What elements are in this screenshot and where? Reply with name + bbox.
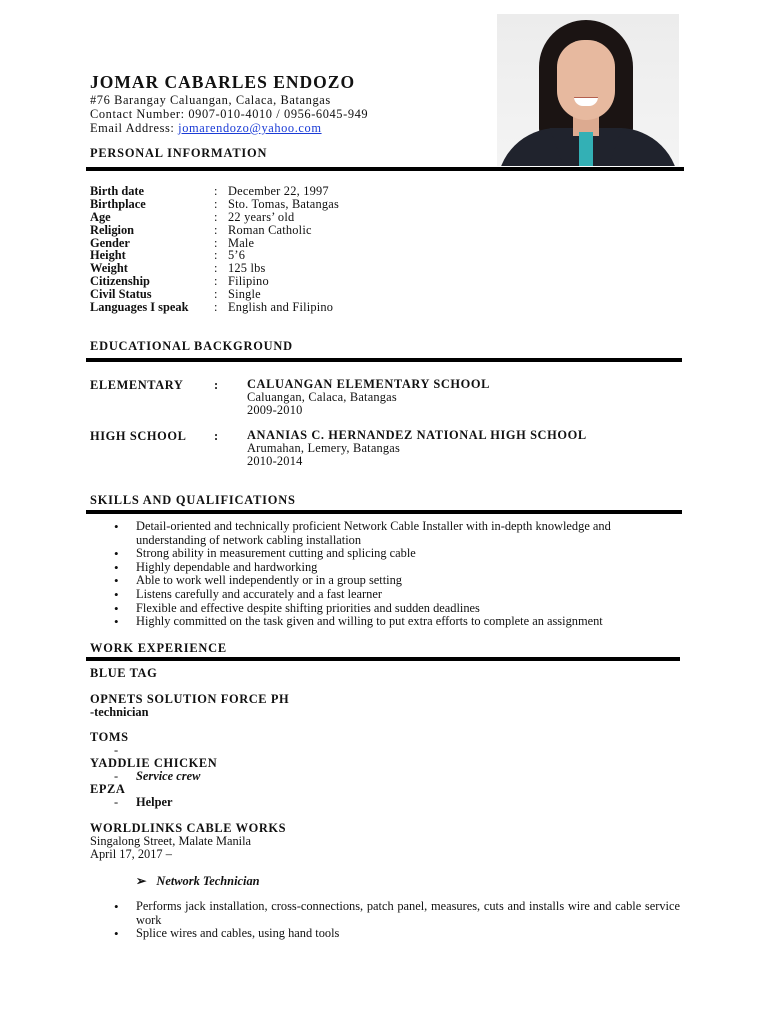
skills-list [90,520,680,629]
list-item: • Splice wires and cables, using hand tools [90,927,680,941]
dash-marker: - [114,769,119,783]
dash-marker: - [114,795,119,809]
work-employer-toms: TOMS [90,730,129,744]
info-row-weight: Weight : 125 lbs [90,261,266,276]
section-title-personal: PERSONAL INFORMATION [90,146,268,160]
list-item: • Detail-oriented and technically proficient Network Cable Installer with in-depth knowledge and understanding of network cabling installation [90,520,680,547]
section-title-work: WORK EXPERIENCE [90,641,227,655]
edu-school-name: ANANIAS C. HERNANDEZ NATIONAL HIGH SCHOOL [247,428,587,442]
work-address-worldlinks: Singalong Street, Malate Manila [90,834,252,848]
duties-list [90,900,680,941]
contact-line: Contact Number: 0907-010-4010 / 0956-6045-949 [90,107,369,121]
work-employer-yaddlie: YADDLIE CHICKEN [90,756,218,770]
info-row-languages: Languages I speak : English and Filipino [90,300,334,315]
info-row-height: Height : 5’6 [90,248,246,263]
edu-school-name: CALUANGAN ELEMENTARY SCHOOL [247,377,490,391]
work-role-label: Network Technician [156,874,260,888]
edu-entry-high-school [247,429,587,467]
info-row-birthplace: Birthplace : Sto. Tomas, Batangas [90,196,339,211]
applicant-photo [497,14,679,166]
edu-school-location: Arumahan, Lemery, Batangas [247,440,401,455]
work-employer-blue-tag: BLUE TAG [90,666,158,680]
list-item: • Flexible and effective despite shifting priorities and sudden deadlines [90,602,680,616]
section-title-skills: SKILLS AND QUALIFICATIONS [90,493,296,507]
info-row-civil-status: Civil Status : Single [90,287,261,302]
work-role-toms: - [114,743,119,757]
section-rule-education [86,358,682,362]
work-employer-epza: EPZA [90,782,126,796]
info-row-birth-date: Birth date : December 22, 1997 [90,184,329,198]
edu-colon: : [214,429,219,443]
edu-level-elementary: ELEMENTARY [90,378,184,392]
edu-entry-elementary [247,378,490,416]
info-row-citizenship: Citizenship : Filipino [90,274,269,289]
edu-level-high-school: HIGH SCHOOL [90,429,187,443]
section-rule-personal [86,167,684,171]
email-label: Email Address: [90,121,179,135]
email-line [90,121,322,135]
applicant-name: JOMAR CABARLES ENDOZO [90,72,356,92]
work-date-worldlinks: April 17, 2017 – [90,847,172,861]
list-item: • Highly dependable and hardworking [90,561,680,575]
work-role-yaddlie: Service crew [136,769,201,783]
list-item: • Highly committed on the task given and willing to put extra efforts to complete an assignment [90,615,680,629]
list-item: • Strong ability in measurement cutting and splicing cable [90,547,680,561]
list-item: • Able to work well independently or in a group setting [90,574,680,588]
address-line: #76 Barangay Caluangan, Calaca, Batangas [90,93,331,107]
work-employer-opnets: OPNETS SOLUTION FORCE PH [90,692,290,706]
personal-info-table [90,185,490,314]
list-item: • Performs jack installation, cross-connections, patch panel, measures, cuts and installs wire and cable service work [90,900,680,927]
work-employer-worldlinks: WORLDLINKS CABLE WORKS [90,821,287,835]
section-rule-skills [86,510,682,514]
edu-school-location: Caluangan, Calaca, Batangas [247,389,397,404]
section-title-education: EDUCATIONAL BACKGROUND [90,339,293,353]
info-row-religion: Religion : Roman Catholic [90,222,312,237]
work-role-opnets: -technician [90,705,149,719]
list-item: • Listens carefully and accurately and a fast learner [90,588,680,602]
info-row-gender: Gender : Male [90,235,255,250]
email-link[interactable]: jomarendozo@yahoo.com [178,121,322,135]
work-role-epza: Helper [136,795,173,809]
arrow-bullet-icon: ➢ [136,874,147,888]
work-role-worldlinks [136,873,260,889]
edu-school-years: 2009-2010 [247,402,303,417]
info-row-age: Age : 22 years’ old [90,209,295,224]
section-rule-work [86,657,680,661]
edu-school-years: 2010-2014 [247,453,303,468]
edu-colon: : [214,378,219,392]
